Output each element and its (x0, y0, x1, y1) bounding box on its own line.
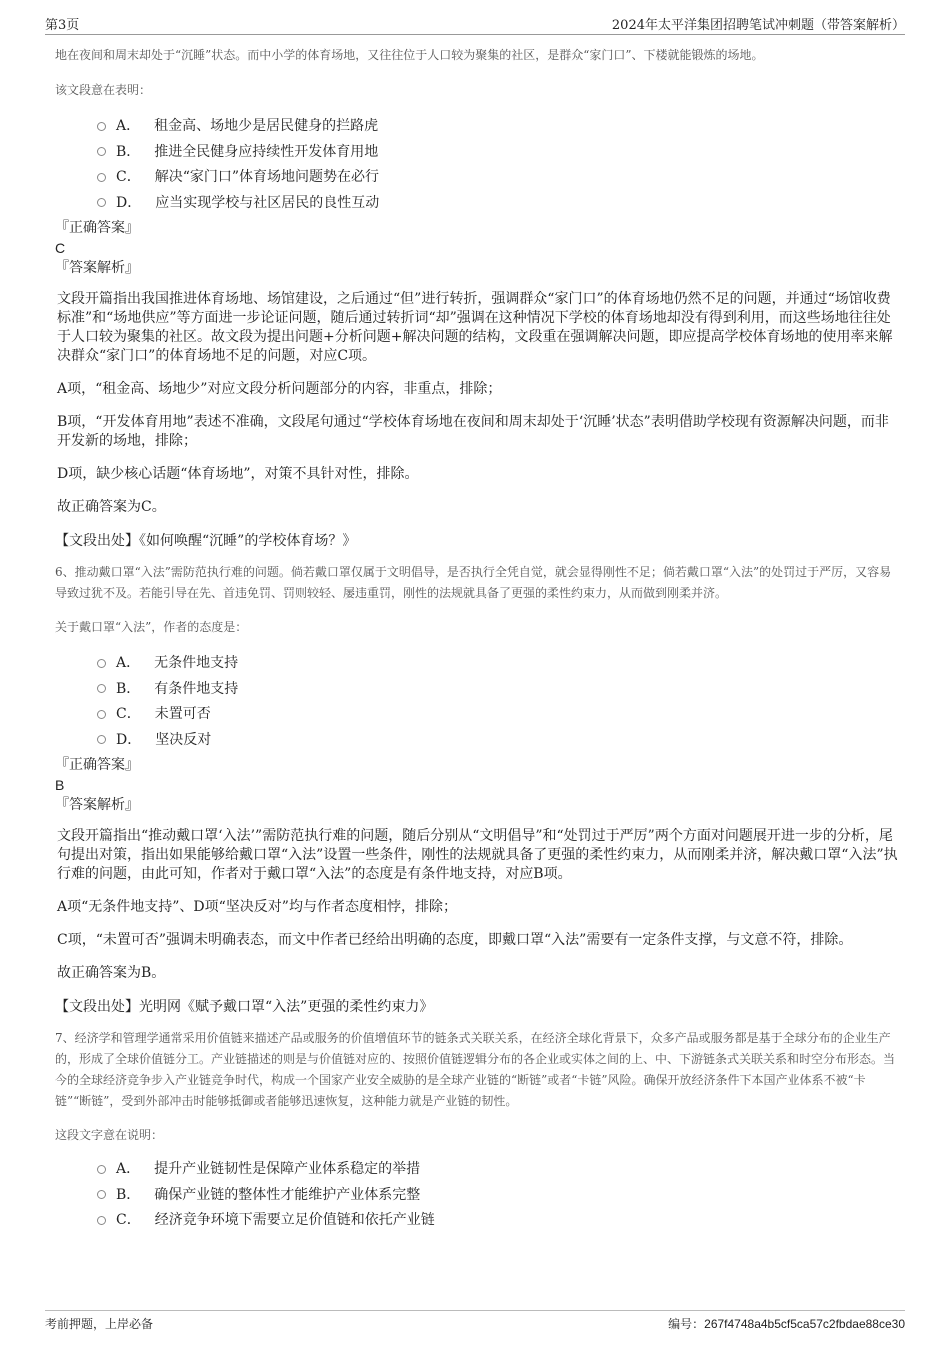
radio-icon[interactable] (97, 684, 106, 693)
page-header (45, 14, 905, 35)
document-code-label: 编号： (668, 1317, 705, 1331)
radio-icon[interactable] (97, 710, 106, 719)
question-5-analysis-paragraph: 故正确答案为C。 (57, 499, 166, 515)
page-footer (45, 1310, 905, 1335)
question-6-analysis-paragraph: A项“无条件地支持”、D项“坚决反对”均与作者态度相悖，排除； (57, 899, 457, 915)
question-5-stem-tail: 地在夜间和周末却处于“沉睡”状态。而中小学的体育场地，又往往位于人口较为聚集的社区，是群众“家门口”、下楼就能锻炼的场地。 (55, 48, 764, 62)
question-6-option-c[interactable]: C． 未置可否 (97, 702, 900, 728)
radio-icon[interactable] (97, 147, 106, 156)
question-5-analysis-paragraph: B项，“开发体育用地”表述不准确，文段尾句通过“学校体育场地在夜间和周末却处于‘沉睡’状态”表明借助学校现有资源解决问题，而非开发新的场地，排除； (57, 414, 889, 449)
question-6-option-d[interactable]: D． 坚决反对 (97, 728, 900, 754)
question-5-answer-label: 『正确答案』 (55, 220, 139, 236)
document-code (668, 1315, 905, 1332)
question-6-option-b[interactable]: B． 有条件地支持 (97, 677, 900, 703)
question-7-option-a[interactable]: A． 提升产业链韧性是保障产业体系稳定的举措 (97, 1157, 900, 1183)
question-5-options (55, 114, 900, 216)
document-code-value: 267f4748a4b5cf5ca57c2fbdae88ce30 (704, 1317, 905, 1331)
question-5-answer: C (55, 240, 66, 256)
question-5-analysis-paragraph: 文段开篇指出我国推进体育场地、场馆建设，之后通过“但”进行转折，强调群众“家门口”的体育场地仍然不足的问题，并通过“场馆收费标准”和“场地供应”等方面进一步论证问题，随后通过转折词“却”强调在这种情况下学校的体育场地却没有得到利用，而这些场地往往处于人口较为聚集的社区。故文段为提出问题+分析问题+解决问题的结构，文段重在强调解决问题，即应提高学校体育场地的使用率来解决群众“家门口”的体育场地不足的问题，对应C项。 (57, 291, 893, 364)
radio-icon[interactable] (97, 1216, 106, 1225)
question-5-analysis-paragraph: A项，“租金高、场地少”对应文段分析问题部分的内容，非重点，排除； (57, 381, 502, 397)
question-5-source: 【文段出处】《如何唤醒“沉睡”的学校体育场？》 (55, 533, 357, 549)
question-6-analysis-paragraph: 文段开篇指出“推动戴口罩‘入法’”需防范执行难的问题，随后分别从“文明倡导”和“处罚过于严厉”两个方面对问题展开进一步的分析，尾句提出对策，指出如果能够给戴口罩“入法”设置一些条件，刚性的法规就具备了更强的柔性约束力，从而刚柔并济，解决戴口罩“入法”执行难的问题，由此可知，作者对于戴口罩“入法”的态度是有条件地支持，对应B项。 (57, 828, 898, 882)
radio-icon[interactable] (97, 198, 106, 207)
question-5-option-a[interactable]: A． 租金高、场地少是居民健身的拦路虎 (97, 114, 900, 140)
radio-icon[interactable] (97, 1190, 106, 1199)
question-6-analysis-paragraph: 故正确答案为B。 (57, 965, 166, 981)
question-6-prompt: 关于戴口罩“入法”，作者的态度是： (55, 620, 248, 634)
question-6-source: 【文段出处】光明网《赋予戴口罩“入法”更强的柔性约束力》 (55, 999, 434, 1015)
question-7-options (55, 1157, 900, 1234)
question-7-prompt: 这段文字意在说明： (55, 1128, 164, 1142)
page-content (55, 45, 900, 1234)
radio-icon[interactable] (97, 173, 106, 182)
question-5-option-d[interactable]: D． 应当实现学校与社区居民的良性互动 (97, 191, 900, 217)
radio-icon[interactable] (97, 122, 106, 131)
question-5-analysis-label: 『答案解析』 (55, 260, 139, 276)
footer-slogan: 考前押题，上岸必备 (45, 1317, 154, 1331)
question-5-analysis-paragraph: D项，缺少核心话题“体育场地”，对策不具针对性，排除。 (57, 466, 419, 482)
question-5-prompt: 该文段意在表明： (55, 83, 152, 97)
question-6-stem: 6、推动戴口罩“入法”需防范执行难的问题。倘若戴口罩仅属于文明倡导，是否执行全凭自觉，就会显得刚性不足；倘若戴口罩“入法”的处罚过于严厉，又容易导致过犹不及。若能引导在先、首违免罚、罚则较轻、屡违重罚，刚性的法规就具备了更强的柔性约束力，从而做到刚柔并济。 (55, 565, 892, 600)
question-6-analysis-label: 『答案解析』 (55, 797, 139, 813)
radio-icon[interactable] (97, 659, 106, 668)
question-5-option-c[interactable]: C． 解决“家门口”体育场地问题势在必行 (97, 165, 900, 191)
document-title: 2024年太平洋集团招聘笔试冲刺题（带答案解析） (611, 18, 905, 33)
question-6-analysis-paragraph: C项，“未置可否”强调未明确表态，而文中作者已经给出明确的态度，即戴口罩“入法”需要有一定条件支撑，与文意不符，排除。 (57, 932, 853, 948)
question-5-option-b[interactable]: B． 推进全民健身应持续性开发体育用地 (97, 140, 900, 166)
question-7-stem: 7、经济学和管理学通常采用价值链来描述产品或服务的价值增值环节的链条式关联关系，在经济全球化背景下，众多产品或服务都是基于全球分布的企业生产的，形成了全球价值链分工。产业链描述的则是与价值链对应的、按照价值链逻辑分布的各企业或实体之间的上、中、下游链条式关联关系和时空分布形态。当今的全球经济竞争步入产业链竞争时代，构成一个国家产业安全威胁的是全球产业链的“断链”或者“卡链”风险。确保开放经济条件下本国产业体系不被“卡链”“断链”，受到外部冲击时能够抵御或者能够迅速恢复，这种能力就是产业链的韧性。 (55, 1031, 896, 1108)
question-6-answer-label: 『正确答案』 (55, 757, 139, 773)
question-6-answer: B (55, 777, 65, 793)
question-7-option-c[interactable]: C． 经济竞争环境下需要立足价值链和依托产业链 (97, 1208, 900, 1234)
question-6-option-a[interactable]: A． 无条件地支持 (97, 651, 900, 677)
radio-icon[interactable] (97, 1165, 106, 1174)
page-number: 第3页 (45, 18, 80, 33)
question-7-option-b[interactable]: B． 确保产业链的整体性才能维护产业体系完整 (97, 1183, 900, 1209)
radio-icon[interactable] (97, 735, 106, 744)
question-6-options (55, 651, 900, 753)
